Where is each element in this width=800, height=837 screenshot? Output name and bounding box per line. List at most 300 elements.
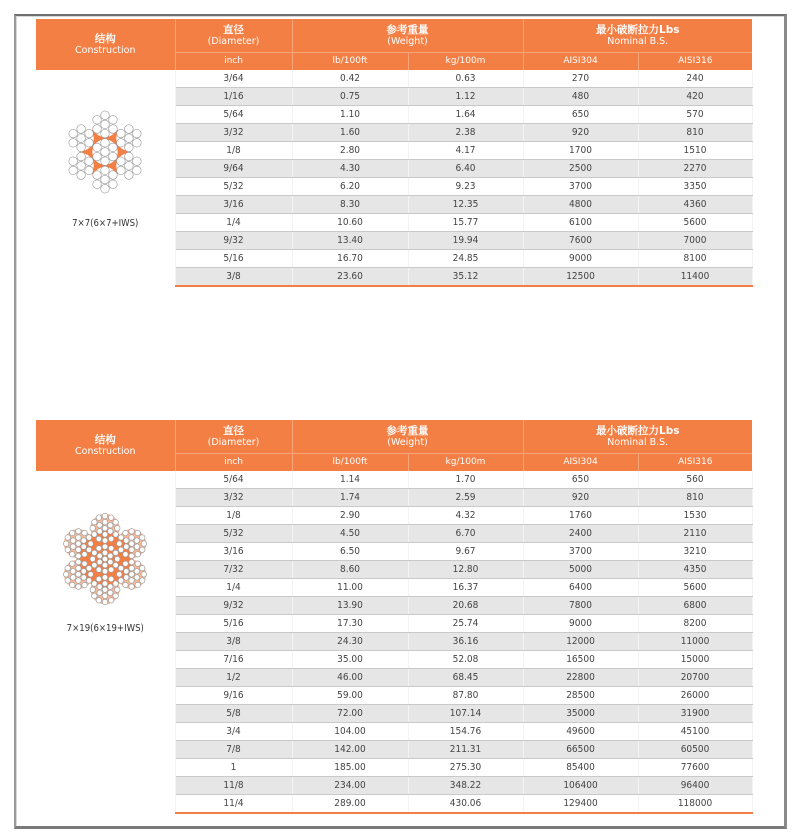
wire: [129, 553, 134, 558]
wire: [109, 598, 114, 603]
wire: [77, 152, 86, 161]
wire: [109, 180, 118, 189]
wire: [101, 175, 110, 184]
wire: [96, 515, 101, 520]
header-construction-en: Construction: [75, 445, 136, 457]
strength-aisi316: 20700: [638, 669, 752, 687]
strength-aisi304: 35000: [523, 705, 638, 723]
weight-lb-per-100ft: 46.00: [292, 669, 408, 687]
strength-aisi304: 129400: [523, 795, 638, 814]
strength-aisi304: 12500: [523, 268, 638, 287]
diameter-inch: 9/32: [175, 597, 292, 615]
weight-kg-per-100m: 9.23: [408, 178, 523, 196]
unit-kg-per-100m: kg/100m: [408, 53, 523, 71]
strength-aisi304: 1760: [523, 507, 638, 525]
unit-inch: inch: [175, 454, 292, 472]
weight-kg-per-100m: 9.67: [408, 543, 523, 561]
strength-aisi316: 810: [638, 124, 752, 142]
diameter-inch: 9/16: [175, 687, 292, 705]
wire: [124, 575, 129, 580]
wire: [103, 550, 108, 555]
wire: [76, 547, 81, 552]
header-strength-en: Nominal B.S.: [607, 436, 669, 448]
strength-aisi316: 5600: [638, 214, 752, 232]
wire: [97, 529, 102, 534]
strength-aisi304: 4800: [523, 196, 638, 214]
diameter-inch: 5/64: [175, 106, 292, 124]
header-breaking-strength: [523, 420, 752, 454]
weight-kg-per-100m: 25.74: [408, 615, 523, 633]
wire: [125, 134, 134, 143]
wire: [109, 546, 114, 551]
wire: [103, 526, 108, 531]
wire: [117, 572, 122, 577]
wire: [64, 572, 69, 577]
diameter-inch: 5/16: [175, 250, 292, 268]
strength-aisi304: 22800: [523, 669, 638, 687]
wire: [90, 556, 95, 561]
wire: [101, 139, 110, 148]
wire: [103, 513, 108, 518]
weight-kg-per-100m: 4.17: [408, 142, 523, 160]
wire: [92, 519, 97, 524]
strength-aisi304: 2500: [523, 160, 638, 178]
wire: [93, 171, 102, 180]
wire: [71, 569, 76, 574]
wire: [81, 575, 86, 580]
wire: [103, 538, 108, 543]
strength-aisi304: 2400: [523, 525, 638, 543]
diameter-inch: 1/4: [175, 579, 292, 597]
grade-aisi316: AISI316: [638, 53, 752, 71]
strength-aisi304: 85400: [523, 759, 638, 777]
strength-aisi304: 7600: [523, 232, 638, 250]
diameter-inch: 1/4: [175, 214, 292, 232]
wire: [88, 572, 93, 577]
header-construction: [36, 420, 175, 471]
wire: [133, 139, 142, 148]
wire: [96, 598, 101, 603]
weight-kg-per-100m: 6.70: [408, 525, 523, 543]
wire: [96, 546, 101, 551]
wire: [109, 567, 114, 572]
wire: [77, 162, 86, 171]
wire: [76, 584, 81, 589]
strength-aisi304: 9000: [523, 250, 638, 268]
wire: [133, 157, 142, 166]
strength-aisi316: 8200: [638, 615, 752, 633]
diameter-inch: 11/4: [175, 795, 292, 814]
wire: [77, 143, 86, 152]
weight-kg-per-100m: 154.76: [408, 723, 523, 741]
wire: [103, 532, 108, 537]
header-weight-en: (Weight): [387, 436, 428, 448]
header-diameter-zh: 直径: [223, 23, 244, 36]
wire: [93, 152, 102, 161]
diameter-inch: 1/8: [175, 507, 292, 525]
wire: [129, 547, 134, 552]
weight-lb-per-100ft: 142.00: [292, 741, 408, 759]
wire: [129, 559, 134, 564]
wire: [93, 143, 102, 152]
strength-aisi316: 26000: [638, 687, 752, 705]
strength-aisi304: 49600: [523, 723, 638, 741]
diameter-inch: 5/32: [175, 178, 292, 196]
wire: [129, 541, 134, 546]
wire: [93, 116, 102, 125]
strength-aisi316: 77600: [638, 759, 752, 777]
grade-aisi316: AISI316: [638, 454, 752, 472]
weight-lb-per-100ft: 13.40: [292, 232, 408, 250]
wire: [101, 148, 110, 157]
weight-lb-per-100ft: 11.00: [292, 579, 408, 597]
wire: [134, 538, 139, 543]
wire: [69, 157, 78, 166]
wire: [109, 515, 114, 520]
header-diameter-en: (Diameter): [207, 35, 260, 47]
spec-table-7x19: [36, 420, 753, 814]
wire: [70, 582, 75, 587]
diameter-inch: 7/16: [175, 651, 292, 669]
wire: [129, 578, 134, 583]
weight-lb-per-100ft: 23.60: [292, 268, 408, 287]
wire: [77, 134, 86, 143]
wire: [70, 552, 75, 557]
wire: [113, 581, 118, 586]
weight-lb-per-100ft: 13.90: [292, 597, 408, 615]
weight-lb-per-100ft: 72.00: [292, 705, 408, 723]
wire: [113, 532, 118, 537]
weight-kg-per-100m: 2.59: [408, 489, 523, 507]
wire: [97, 590, 102, 595]
wire: [97, 522, 102, 527]
strength-aisi316: 8100: [638, 250, 752, 268]
wire: [65, 578, 70, 583]
wire: [129, 584, 134, 589]
strength-aisi316: 7000: [638, 232, 752, 250]
wire: [69, 139, 78, 148]
strength-aisi316: 11000: [638, 633, 752, 651]
weight-lb-per-100ft: 24.30: [292, 633, 408, 651]
strength-aisi304: 7800: [523, 597, 638, 615]
weight-kg-per-100m: 2.38: [408, 124, 523, 142]
weight-kg-per-100m: 36.16: [408, 633, 523, 651]
wire: [92, 532, 97, 537]
wire: [103, 519, 108, 524]
weight-lb-per-100ft: 2.90: [292, 507, 408, 525]
strength-aisi304: 920: [523, 124, 638, 142]
wire: [103, 593, 108, 598]
wire: [125, 143, 134, 152]
strength-aisi316: 60500: [638, 741, 752, 759]
wire: [101, 166, 110, 175]
construction-cell: [36, 471, 175, 813]
wire: [76, 559, 81, 564]
wire: [76, 565, 81, 570]
weight-kg-per-100m: 1.12: [408, 88, 523, 106]
strength-aisi316: 45100: [638, 723, 752, 741]
wire: [113, 562, 118, 567]
diameter-inch: 3/32: [175, 124, 292, 142]
wire: [133, 129, 142, 138]
strength-aisi316: 560: [638, 471, 752, 489]
wire: [103, 587, 108, 592]
header-diameter: [175, 420, 292, 454]
header-construction-zh: 结构: [94, 433, 116, 446]
wire: [88, 541, 93, 546]
weight-lb-per-100ft: 10.60: [292, 214, 408, 232]
unit-kg-per-100m: kg/100m: [408, 454, 523, 472]
wire: [125, 152, 134, 161]
wire: [129, 535, 134, 540]
strength-aisi316: 6800: [638, 597, 752, 615]
wire: [118, 578, 123, 583]
weight-lb-per-100ft: 1.14: [292, 471, 408, 489]
wire: [115, 526, 120, 531]
header-weight-zh: 参考重量: [386, 23, 429, 36]
wire: [134, 569, 139, 574]
strength-aisi304: 650: [523, 471, 638, 489]
construction-cell: [36, 70, 175, 286]
weight-lb-per-100ft: 59.00: [292, 687, 408, 705]
wire: [96, 567, 101, 572]
spec-table-7x7: [36, 19, 753, 287]
weight-kg-per-100m: 15.77: [408, 214, 523, 232]
wire: [117, 541, 122, 546]
weight-lb-per-100ft: 8.30: [292, 196, 408, 214]
wire: [108, 529, 113, 534]
weight-lb-per-100ft: 4.30: [292, 160, 408, 178]
weight-lb-per-100ft: 16.70: [292, 250, 408, 268]
construction-label: 7×19(6×19+IWS): [66, 623, 144, 634]
wire: [140, 578, 145, 583]
strength-aisi316: 15000: [638, 651, 752, 669]
weight-kg-per-100m: 52.08: [408, 651, 523, 669]
wire: [117, 139, 126, 148]
header-diameter: [175, 19, 292, 53]
diameter-inch: 1: [175, 759, 292, 777]
wire: [71, 538, 76, 543]
wire: [70, 530, 75, 535]
wire: [140, 535, 145, 540]
wire: [108, 559, 113, 564]
wire: [115, 587, 120, 592]
strength-aisi304: 106400: [523, 777, 638, 795]
strength-aisi316: 810: [638, 489, 752, 507]
strength-aisi304: 270: [523, 70, 638, 88]
wire: [90, 526, 95, 531]
wire: [117, 166, 126, 175]
wire: [108, 584, 113, 589]
weight-kg-per-100m: 68.45: [408, 669, 523, 687]
wire: [129, 572, 134, 577]
diameter-inch: 1/2: [175, 669, 292, 687]
wire: [141, 541, 146, 546]
wire: [103, 575, 108, 580]
grade-aisi304: AISI304: [523, 53, 638, 71]
weight-lb-per-100ft: 0.42: [292, 70, 408, 88]
wire: [123, 561, 128, 566]
wire: [135, 582, 140, 587]
wire: [129, 529, 134, 534]
wire: [71, 575, 76, 580]
wire: [103, 562, 108, 567]
diameter-inch: 5/16: [175, 615, 292, 633]
header-construction-zh: 结构: [94, 32, 116, 45]
header-strength-zh: 最小破断拉力Lbs: [596, 424, 680, 437]
wire: [82, 530, 87, 535]
wire: [113, 519, 118, 524]
weight-lb-per-100ft: 4.50: [292, 525, 408, 543]
wire: [135, 561, 140, 566]
diameter-inch: 5/32: [175, 525, 292, 543]
weight-kg-per-100m: 0.63: [408, 70, 523, 88]
wire: [76, 541, 81, 546]
wire-rope-7x19-cross-section-icon: [57, 511, 153, 607]
wire: [123, 530, 128, 535]
strength-aisi316: 2270: [638, 160, 752, 178]
wire: [135, 552, 140, 557]
wire: [96, 536, 101, 541]
diameter-inch: 3/8: [175, 268, 292, 287]
strength-aisi304: 650: [523, 106, 638, 124]
wire: [109, 152, 118, 161]
wire: [109, 576, 114, 581]
wire: [76, 535, 81, 540]
wire: [103, 556, 108, 561]
weight-lb-per-100ft: 35.00: [292, 651, 408, 669]
wire: [103, 599, 108, 604]
strength-aisi316: 3350: [638, 178, 752, 196]
strength-aisi304: 6100: [523, 214, 638, 232]
wire: [113, 550, 118, 555]
diameter-inch: 7/8: [175, 741, 292, 759]
weight-kg-per-100m: 1.64: [408, 106, 523, 124]
weight-lb-per-100ft: 289.00: [292, 795, 408, 814]
unit-inch: inch: [175, 53, 292, 71]
wire: [125, 162, 134, 171]
strength-aisi316: 1510: [638, 142, 752, 160]
weight-lb-per-100ft: 1.74: [292, 489, 408, 507]
header-weight-en: (Weight): [387, 35, 428, 47]
grade-aisi304: AISI304: [523, 454, 638, 472]
diameter-inch: 9/32: [175, 232, 292, 250]
weight-kg-per-100m: 20.68: [408, 597, 523, 615]
header-strength-en: Nominal B.S.: [607, 35, 669, 47]
construction-label: 7×7(6×7+IWS): [72, 218, 139, 229]
diameter-inch: 5/8: [175, 705, 292, 723]
strength-aisi316: 31900: [638, 705, 752, 723]
wire: [93, 180, 102, 189]
wire: [90, 587, 95, 592]
wire: [81, 538, 86, 543]
wire: [76, 553, 81, 558]
weight-lb-per-100ft: 6.20: [292, 178, 408, 196]
wire: [76, 572, 81, 577]
strength-aisi316: 2110: [638, 525, 752, 543]
wire: [141, 572, 146, 577]
wire: [123, 582, 128, 587]
weight-lb-per-100ft: 104.00: [292, 723, 408, 741]
header-breaking-strength: [523, 19, 752, 53]
weight-lb-per-100ft: 2.80: [292, 142, 408, 160]
wire: [134, 544, 139, 549]
wire: [64, 541, 69, 546]
header-diameter-zh: 直径: [223, 424, 244, 437]
weight-lb-per-100ft: 234.00: [292, 777, 408, 795]
weight-kg-per-100m: 12.35: [408, 196, 523, 214]
diameter-inch: 3/8: [175, 633, 292, 651]
wire: [109, 536, 114, 541]
wire: [87, 547, 92, 552]
wire: [103, 544, 108, 549]
wire: [69, 129, 78, 138]
strength-aisi316: 96400: [638, 777, 752, 795]
wire: [125, 125, 134, 134]
weight-kg-per-100m: 6.40: [408, 160, 523, 178]
wire: [125, 171, 134, 180]
header-diameter-en: (Diameter): [207, 436, 260, 448]
strength-aisi304: 3700: [523, 543, 638, 561]
wire: [85, 139, 94, 148]
diameter-inch: 3/64: [175, 70, 292, 88]
strength-aisi304: 66500: [523, 741, 638, 759]
strength-aisi316: 3210: [638, 543, 752, 561]
strength-aisi304: 28500: [523, 687, 638, 705]
wire: [129, 565, 134, 570]
diameter-inch: 7/32: [175, 561, 292, 579]
wire: [134, 575, 139, 580]
weight-lb-per-100ft: 185.00: [292, 759, 408, 777]
wire: [101, 120, 110, 129]
strength-aisi304: 9000: [523, 615, 638, 633]
wire: [82, 561, 87, 566]
wire: [77, 171, 86, 180]
wire: [101, 129, 110, 138]
wire: [82, 552, 87, 557]
diameter-inch: 1/8: [175, 142, 292, 160]
wire: [92, 550, 97, 555]
unit-lb-per-100ft: lb/100ft: [292, 53, 408, 71]
weight-kg-per-100m: 430.06: [408, 795, 523, 814]
weight-kg-per-100m: 107.14: [408, 705, 523, 723]
header-weight: [292, 19, 523, 53]
strength-aisi316: 240: [638, 70, 752, 88]
weight-kg-per-100m: 16.37: [408, 579, 523, 597]
wire: [85, 129, 94, 138]
diameter-inch: 3/16: [175, 543, 292, 561]
strength-aisi304: 3700: [523, 178, 638, 196]
wire: [77, 125, 86, 134]
diameter-inch: 11/8: [175, 777, 292, 795]
weight-kg-per-100m: 87.80: [408, 687, 523, 705]
wire: [108, 522, 113, 527]
wire: [70, 561, 75, 566]
wire: [118, 565, 123, 570]
header-construction-en: Construction: [75, 44, 136, 56]
weight-lb-per-100ft: 6.50: [292, 543, 408, 561]
wire: [85, 166, 94, 175]
diameter-inch: 5/64: [175, 471, 292, 489]
strength-aisi304: 5000: [523, 561, 638, 579]
weight-kg-per-100m: 24.85: [408, 250, 523, 268]
strength-aisi316: 420: [638, 88, 752, 106]
wire: [85, 157, 94, 166]
weight-kg-per-100m: 19.94: [408, 232, 523, 250]
wire: [123, 552, 128, 557]
weight-kg-per-100m: 35.12: [408, 268, 523, 287]
table-row: [36, 70, 752, 88]
